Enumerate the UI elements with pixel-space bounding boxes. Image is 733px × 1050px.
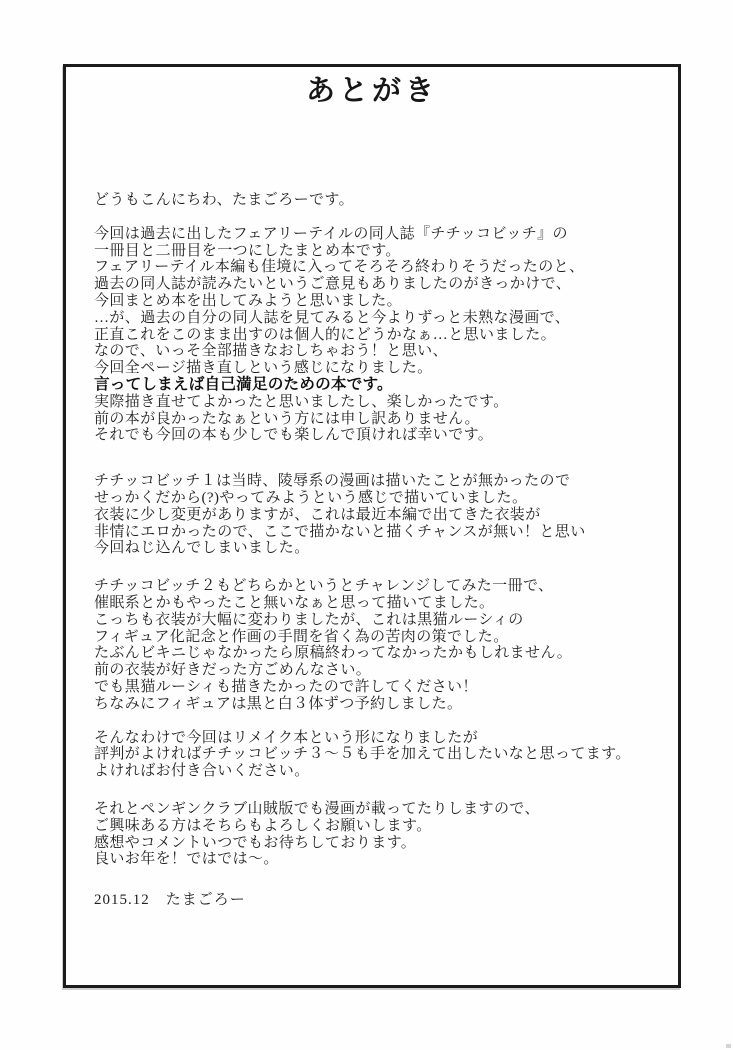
text-line: 非情にエロかったので、ここで描かないと描くチャンスが無い！と思い bbox=[94, 523, 586, 540]
text-line: でも黒猫ルーシィも描きたかったので許してください！ bbox=[94, 678, 478, 695]
text-line: 良いお年を！ではでは〜。 bbox=[94, 851, 279, 868]
page-border-frame bbox=[63, 64, 681, 988]
text-line: 評判がよければチチッコビッチ３〜５も手を加えて出したいなと思ってます。 bbox=[94, 746, 631, 763]
text-line: ご興味ある方はそちらもよろしくお願いします。 bbox=[94, 817, 432, 834]
text-line: どうもこんにちわ、たまごろーです。 bbox=[94, 192, 355, 208]
text-line: チチッコビッチ１は当時、陵辱系の漫画は描いたことが無かったので bbox=[94, 473, 571, 490]
text-line: 今回は過去に出したフェアリーテイルの同人誌『チチッコビッチ』の bbox=[94, 225, 568, 242]
text-line: チチッコビッチ２もどちらかというとチャレンジしてみた一冊で、 bbox=[94, 578, 554, 595]
scan-artifact bbox=[726, 1044, 731, 1048]
text-line: なので、いっそ全部描きなおしちゃおう！と思い、 bbox=[94, 343, 448, 360]
text-line: 実際描き直せてよかったと思いましたし、楽しかったです。 bbox=[94, 393, 509, 410]
text-line: せっかくだから(?)やってみようという感じで描いていました。 bbox=[94, 489, 528, 506]
text-line: フィギュア化記念と作画の手間を省く為の苦肉の策でした。 bbox=[94, 628, 509, 645]
text-line: 前の衣装が好きだった方ごめんなさい。 bbox=[94, 662, 372, 679]
paragraph-volume2 bbox=[94, 578, 660, 712]
text-line: 今回まとめ本を出してみようと思いました。 bbox=[94, 292, 403, 309]
paragraph-remake-intro bbox=[94, 226, 660, 444]
text-line: それとペンギンクラブ山賊版でも漫画が載ってたりしますので、 bbox=[94, 800, 540, 817]
paragraph-future-plans bbox=[94, 730, 660, 780]
paragraph-closing bbox=[94, 801, 660, 868]
text-line: ちなみにフィギュアは黒と白３体ずつ予約しました。 bbox=[94, 695, 463, 712]
text-line: …が、過去の自分の同人誌を見てみると今よりずっと未熟な漫画で、 bbox=[94, 309, 571, 326]
text-line: フェアリーテイル本編も佳境に入ってそろそろ終わりそうだったのと、 bbox=[94, 259, 585, 276]
text-line: 前の本が良かったなぁという方には申し訳ありません。 bbox=[94, 410, 480, 427]
page-title: あとがき bbox=[305, 75, 438, 107]
text-line: そんなわけで今回はリメイク本という形になりましたが bbox=[94, 729, 479, 746]
text-line: 正直これをこのまま出すのは個人的にどうかなぁ…と思いました。 bbox=[94, 326, 557, 343]
text-line: 感想やコメントいつでもお待ちしております。 bbox=[94, 834, 417, 851]
text-line: 今回ねじ込んでしまいました。 bbox=[94, 540, 310, 557]
text-line-emphasis: 言ってしまえば自己満足のための本です。 bbox=[94, 375, 393, 393]
text-line: それでも今回の本も少しでも楽しんで頂ければ幸いです。 bbox=[94, 427, 494, 444]
text-line: 一冊目と二冊目を一つにしたまとめ本です。 bbox=[94, 242, 401, 259]
paragraph-greeting bbox=[94, 192, 660, 209]
text-line: こっちも衣装が大幅に変わりましたが、これは黒猫ルーシィの bbox=[94, 611, 524, 628]
text-line: 催眠系とかもやったこと無いなぁと思って描いてました。 bbox=[94, 594, 495, 611]
text-line: よければお付き合いください。 bbox=[94, 763, 310, 780]
text-line: 過去の同人誌が読みたいというご意見もありましたのがきっかけで、 bbox=[94, 276, 572, 293]
text-line: たぶんビキニじゃなかったら原稿終わってなかったかもしれません。 bbox=[94, 645, 573, 662]
text-line: 今回全ページ描き直しという感じになりました。 bbox=[94, 360, 433, 377]
text-line: 衣装に少し変更がありますが、これは最近本編で出てきた衣装が bbox=[94, 506, 541, 523]
paragraph-volume1 bbox=[94, 473, 660, 557]
date-signature: 2015.12 たまごろー bbox=[94, 892, 246, 909]
afterword-text bbox=[94, 192, 660, 909]
